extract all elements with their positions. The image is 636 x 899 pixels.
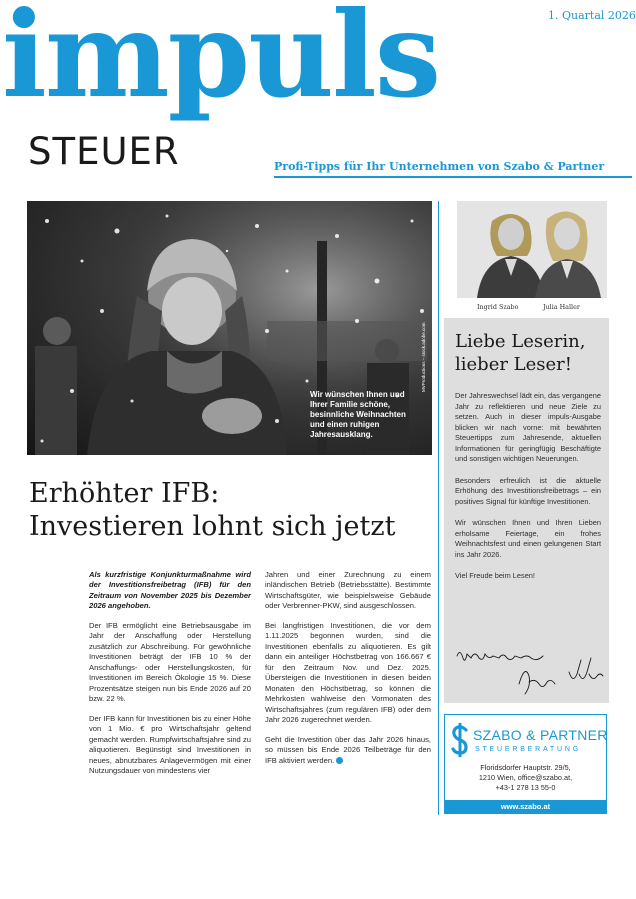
article-paragraph: Bei langfristigen Investitionen, die vor dem 1.11.2025 begonnen wurden, sind die Investitionen ebenfalls zu aliquotieren. Es gilt dann ein anteiliger Höchstbetrag von 166.667 € für den Zeitraum Nov. und Dez. 2025. Übersteigen die Investitionen in diesen beiden Monaten den Höchstbetrag, so können die Mehrkosten wahlweise den Vormonaten des Wirtschaftsjahres (zum regulären IFB) oder dem Jahr 2026 zugerechnet werden. xyxy=(265,620,431,725)
partner-name-left: Ingrid Szabo xyxy=(477,303,519,311)
editorial-paragraph: Der Jahreswechsel lädt ein, das vergangene Jahr zu reflektieren und neue Ziele zu setzen. Auch in dieser impuls-Ausgabe blicken wir nach vorne: mit bewährten Steuertipps zum Jahresende, aktuellen Informationen für geringfügig Beschäftigte und sonstigen wichtigen Neuerungen. xyxy=(455,391,601,464)
hero-caption: Wir wünschen Ihnen und Ihrer Familie schöne, besinnliche Weihnachten und einen ruhigen Jahresausklang. xyxy=(310,390,406,439)
editorial-paragraph: Wir wünschen Ihnen und Ihren Lieben erholsame Feiertage, ein frohes Weihnachtsfest und einen gelungenen Start ins Jahr 2026. xyxy=(455,518,601,559)
address-line-2[interactable]: 1210 Wien, office@szabo.at, xyxy=(478,773,573,783)
end-mark-icon xyxy=(336,757,343,764)
greeting-line-1: Liebe Leserin, xyxy=(455,331,586,352)
article-intro: Als kurzfristige Konjunkturmaßnahme wird der Investitionsfreibetrag (IFB) für den Zeitraum von November 2025 bis Dezember 2026 angehoben. xyxy=(89,570,251,611)
editorial-paragraph: Viel Freude beim Lesen! xyxy=(455,571,535,581)
article-paragraph-last xyxy=(265,735,431,766)
tagline: Profi-Tipps für Ihr Unternehmen von Szabo & Partner xyxy=(274,160,605,173)
signatures xyxy=(455,644,605,700)
article-paragraph: Der IFB kann für Investitionen bis zu einer Höhe von 1 Mio. € pro Wirtschaftsjahr geltend gemacht werden. Rumpfwirtschaftsjahre sind zu aliquotieren. Begünstigt sind Investitionen in neues, abnutzbares Anlagevermögen mit einer Nutzungsdauer von mindestens vier xyxy=(89,713,251,775)
partner-name-right: Julia Haller xyxy=(543,303,580,311)
dollar-logo-svg xyxy=(451,723,469,757)
signature-illustration xyxy=(455,644,605,700)
article-paragraph: Jahren und einer Zurechnung zu einem inländischen Betrieb (Betriebsstätte). Bestimmte Wirtschaftsgüter, wie beispielsweise Gebäude oder Verbrenner-PKW, sind ausgeschlossen. xyxy=(265,570,431,611)
issue-quarter: 1. Quartal 2026 xyxy=(548,9,636,22)
editorial-body xyxy=(455,391,601,593)
article-paragraph-text: Geht die Investition über das Jahr 2026 hinaus, so müssen bis Ende 2026 Teilbeträge für den IFB aktiviert werden. xyxy=(265,734,431,765)
article-paragraph: Der IFB ermöglicht eine Betriebsausgabe im Jahr der Anschaffung oder Herstellung zusätzlich zur Abschreibung. Für gewöhnliche Investitionen beträgt der IFB 10 % der Anschaffungs- oder Herstellungskosten, für Investitionen im Bereich Ökologie 15 %. Diese Prozentsätze steigen nun bis Ende 2026 auf 20 bzw. 22 %. xyxy=(89,620,251,704)
website-link[interactable]: www.szabo.at xyxy=(444,800,607,814)
address-line-1: Floridsdorfer Hauptstr. 29/5, xyxy=(480,763,571,772)
headline-line-2: Investieren lohnt sich jetzt xyxy=(29,510,396,542)
photo-credit: MVProductions – stock.adobe.com xyxy=(421,322,426,392)
section-title: STEUER xyxy=(28,130,180,173)
headline-line-1: Erhöhter IFB: xyxy=(29,478,220,509)
brand-wordmark: impuls xyxy=(2,0,440,124)
portrait-illustration xyxy=(457,201,607,298)
article-column-1 xyxy=(89,570,251,785)
phone-number[interactable]: +43-1 278 13 55-0 xyxy=(495,783,556,793)
masthead-rule xyxy=(274,176,632,178)
dollar-logo-icon xyxy=(451,723,469,757)
article-headline xyxy=(29,478,429,544)
editorial-paragraph: Besonders erfreulich ist die aktuelle Erhöhung des Investitionsfreibetrags – ein positives Signal für künftige Investitionen. xyxy=(455,475,601,506)
partners-portrait xyxy=(457,201,607,298)
firm-address xyxy=(444,763,607,793)
column-divider xyxy=(438,201,439,815)
firm-name: SZABO & PARTNER xyxy=(473,727,608,743)
greeting-line-2: lieber Leser! xyxy=(455,354,572,376)
editorial-greeting xyxy=(455,330,605,376)
firm-subtitle: STEUERBERATUNG xyxy=(475,746,581,753)
article-column-2 xyxy=(265,570,431,775)
